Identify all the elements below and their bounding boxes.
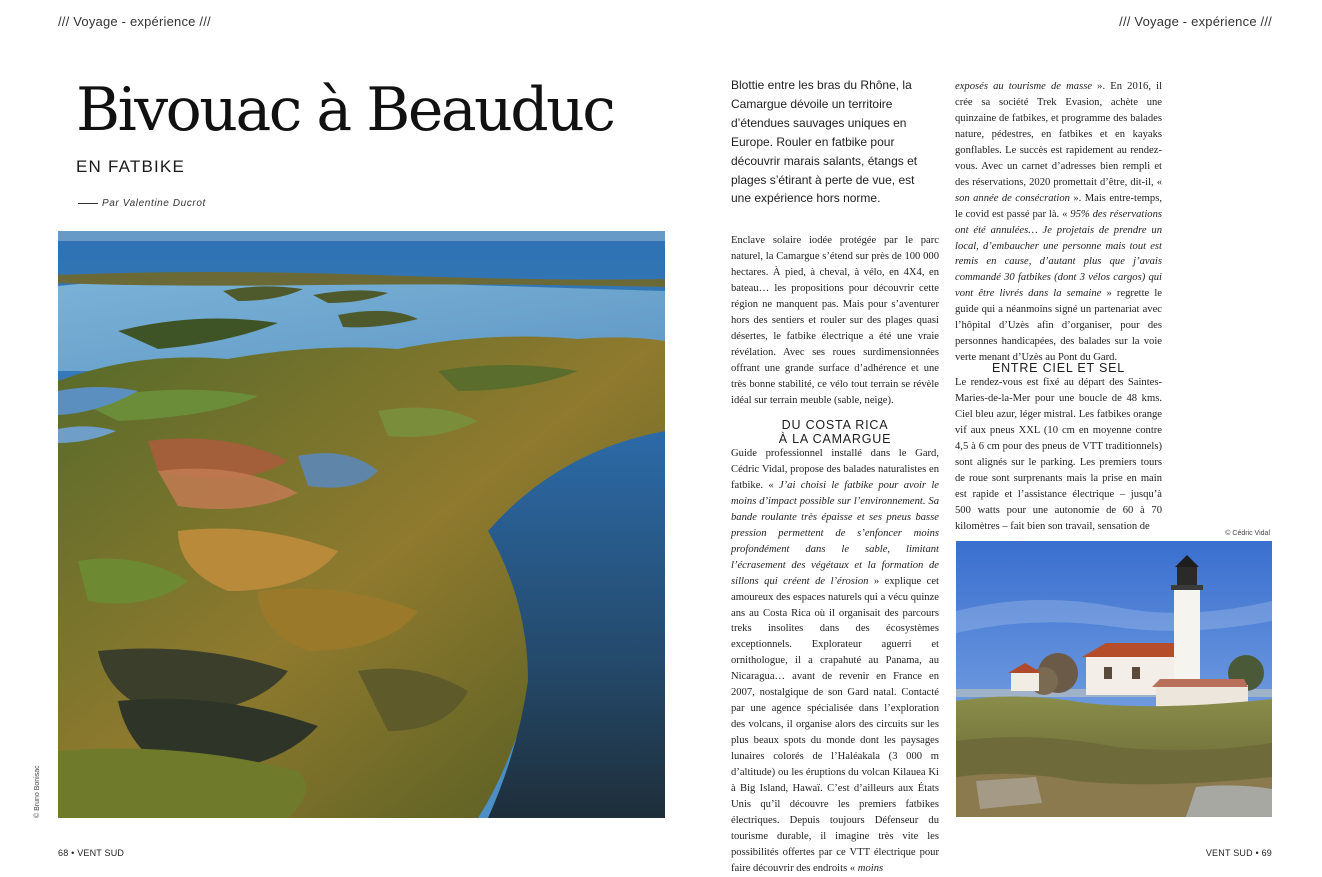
- footer-right: [1206, 848, 1272, 858]
- byline: [78, 198, 206, 209]
- article-title: Bivouac à Beauduc: [76, 75, 614, 145]
- lighthouse-illustration: [956, 541, 1272, 817]
- quote-text: 95% des réservations ont été annulées… Je projetais de prendre un local, d’embaucher une personne mais tout est remis en cause, d’autant plus que j’avais commandé 30 fatbikes (dont 3 vélos cargos) qui vont être livrés dans la semaine: [955, 208, 1162, 300]
- quote-text: son année de consécration: [955, 192, 1070, 204]
- body-paragraph: Enclave solaire iodée protégée par le parc naturel, la Camargue s’étend sur près de 100 000 hectares. À pied, à cheval, à vélo, en 4X4, en bateau… les propositions pour découvrir cette région ne manquent pas. Mais pour s’aventurer hors des sentiers et rouler sur des plages quasi désertes, le fatbike électrique a été une vraie révélation. Avec ses roues surdimensionnées offrant une grande surface d’adhérence et une très bonne stabilité, ce vélo tout terrain se révèle idéal sur terrain meuble (sable, neige).: [731, 235, 939, 406]
- lighthouse-photo: [956, 541, 1272, 817]
- article-intro: Blottie entre les bras du Rhône, la Camargue dévoile un territoire d’étendues sauvages uniques en Europe. Rouler en fatbike pour découvrir marais salants, étangs et plages s’étirant à perte de vue, est une expérience hors norme.: [731, 78, 918, 206]
- article-subtitle: EN FATBIKE: [76, 157, 185, 176]
- lighthouse-photo-credit: © Cédric Vidal: [1225, 530, 1270, 537]
- section-heading-line-1: DU COSTA RICA: [781, 418, 889, 432]
- magazine-name-left: VENT SUD: [77, 848, 125, 858]
- footer-separator: •: [1255, 848, 1259, 858]
- footer-separator: •: [71, 848, 75, 858]
- body-column-2-paragraph-1: [955, 79, 1162, 366]
- body-text: » regrette le guide qui a néanmoins signé un partenariat avec l’hôpital d’Uzès afin d’organiser, pour des personnes handicapées, des balades sur la voie verte menant d’Uzès au Pont du Gard.: [955, 288, 1163, 364]
- page-number-right: 69: [1261, 848, 1272, 858]
- page-number-left: 68: [58, 848, 69, 858]
- magazine-name-right: VENT SUD: [1205, 848, 1253, 858]
- camargue-aerial-illustration: [58, 231, 665, 818]
- body-text: » explique cet amoureux des espaces naturels qui a vécu quinze ans au Costa Rica où il organisait des parcours treks insolites dans des écosystèmes exceptionnels. Explorateur aguerri et ornithologue, il a crapahuté au Panama, au Nicaragua… avant de revenir en France en 2007, nostalgique de son Gard natal. Contacté par une agence spécialisée dans l’exploration des volcans, il organise alors des circuits sur les plus beaux spots du monde dont les paysages lunaires colorés de l’Haléakala (3 000 m d’altitude) ou les éruptions du volcan Kilauea Ki à Big Island, Hawaï. C’est d’ailleurs aux États Unis qu’il découvre les premiers fatbikes électriques. Depuis toujours Défenseur du tourisme durable, il imagine très vite les possibilités offertes par ce VTT électrique pour faire découvrir des endroits «: [731, 575, 939, 874]
- quote-text: J’ai choisi le fatbike pour avoir le moins d’impact possible sur l’environnement. Sa bande roulante très épaisse et ses pneus basse pression permettent de s’enfoncer moins profondément dans le sable, limitant l’écrasement des végétaux et la formation de sillons qui créent de l’érosion: [731, 479, 939, 587]
- byline-text: Par Valentine Ducrot: [102, 198, 206, 209]
- body-column-2-paragraph-2: [955, 375, 1162, 535]
- section-heading-ciel-sel: ENTRE CIEL ET SEL: [991, 361, 1126, 375]
- main-photo-credit: © Bruno Bonisac: [34, 765, 41, 818]
- quote-text: moins: [857, 862, 884, 874]
- quote-text: exposés au tourisme de masse: [955, 81, 1093, 92]
- body-paragraph: Le rendez-vous est fixé au départ des Saintes-Maries-de-la-Mer pour une boucle de 48 kms. Ciel bleu azur, léger mistral. Les fatbikes orange vif aux pneus XXL (10 cm en moyenne contre 4,5 à 6 cm pour des pneus de VTT traditionnels) sont alignés sur le parking. Les premiers tours de roue sont surprenants mais la prise en main est rapide et l’assistance électrique – jusqu’à 500 watts pour une autonomie de 60 à 70 kilomètres – fait bien son travail, sensation de: [955, 377, 1162, 532]
- body-column-1-paragraph-1: [731, 233, 939, 408]
- body-text: ». En 2016, il crée sa société Trek Evasion, achète une quinzaine de fatbikes, et programme des balades nature, pédestres, en fatbikes et en kayaks gonflables. Le succès est rapidement au rendez-vous. Avec un carnet d’adresses bien rempli et des réservations, 2020 promettait d’être, dit-il, «: [955, 81, 1163, 188]
- body-text: ». Mais entre-temps, le covid est passé par là. «: [955, 192, 1162, 220]
- footer-left: [58, 848, 124, 858]
- running-head-right: /// Voyage - expérience ///: [1119, 14, 1272, 29]
- body-column-1-paragraph-2: [731, 446, 939, 877]
- byline-rule: [78, 203, 98, 204]
- section-heading-costa-rica: [731, 418, 939, 446]
- body-text: Guide professionnel installé dans le Gard, Cédric Vidal, propose des balades naturalistes en fatbike. «: [731, 448, 939, 491]
- section-heading-line-2: À LA CAMARGUE: [778, 432, 892, 446]
- camargue-aerial-photo: [58, 231, 665, 818]
- running-head-left: /// Voyage - expérience ///: [58, 14, 211, 29]
